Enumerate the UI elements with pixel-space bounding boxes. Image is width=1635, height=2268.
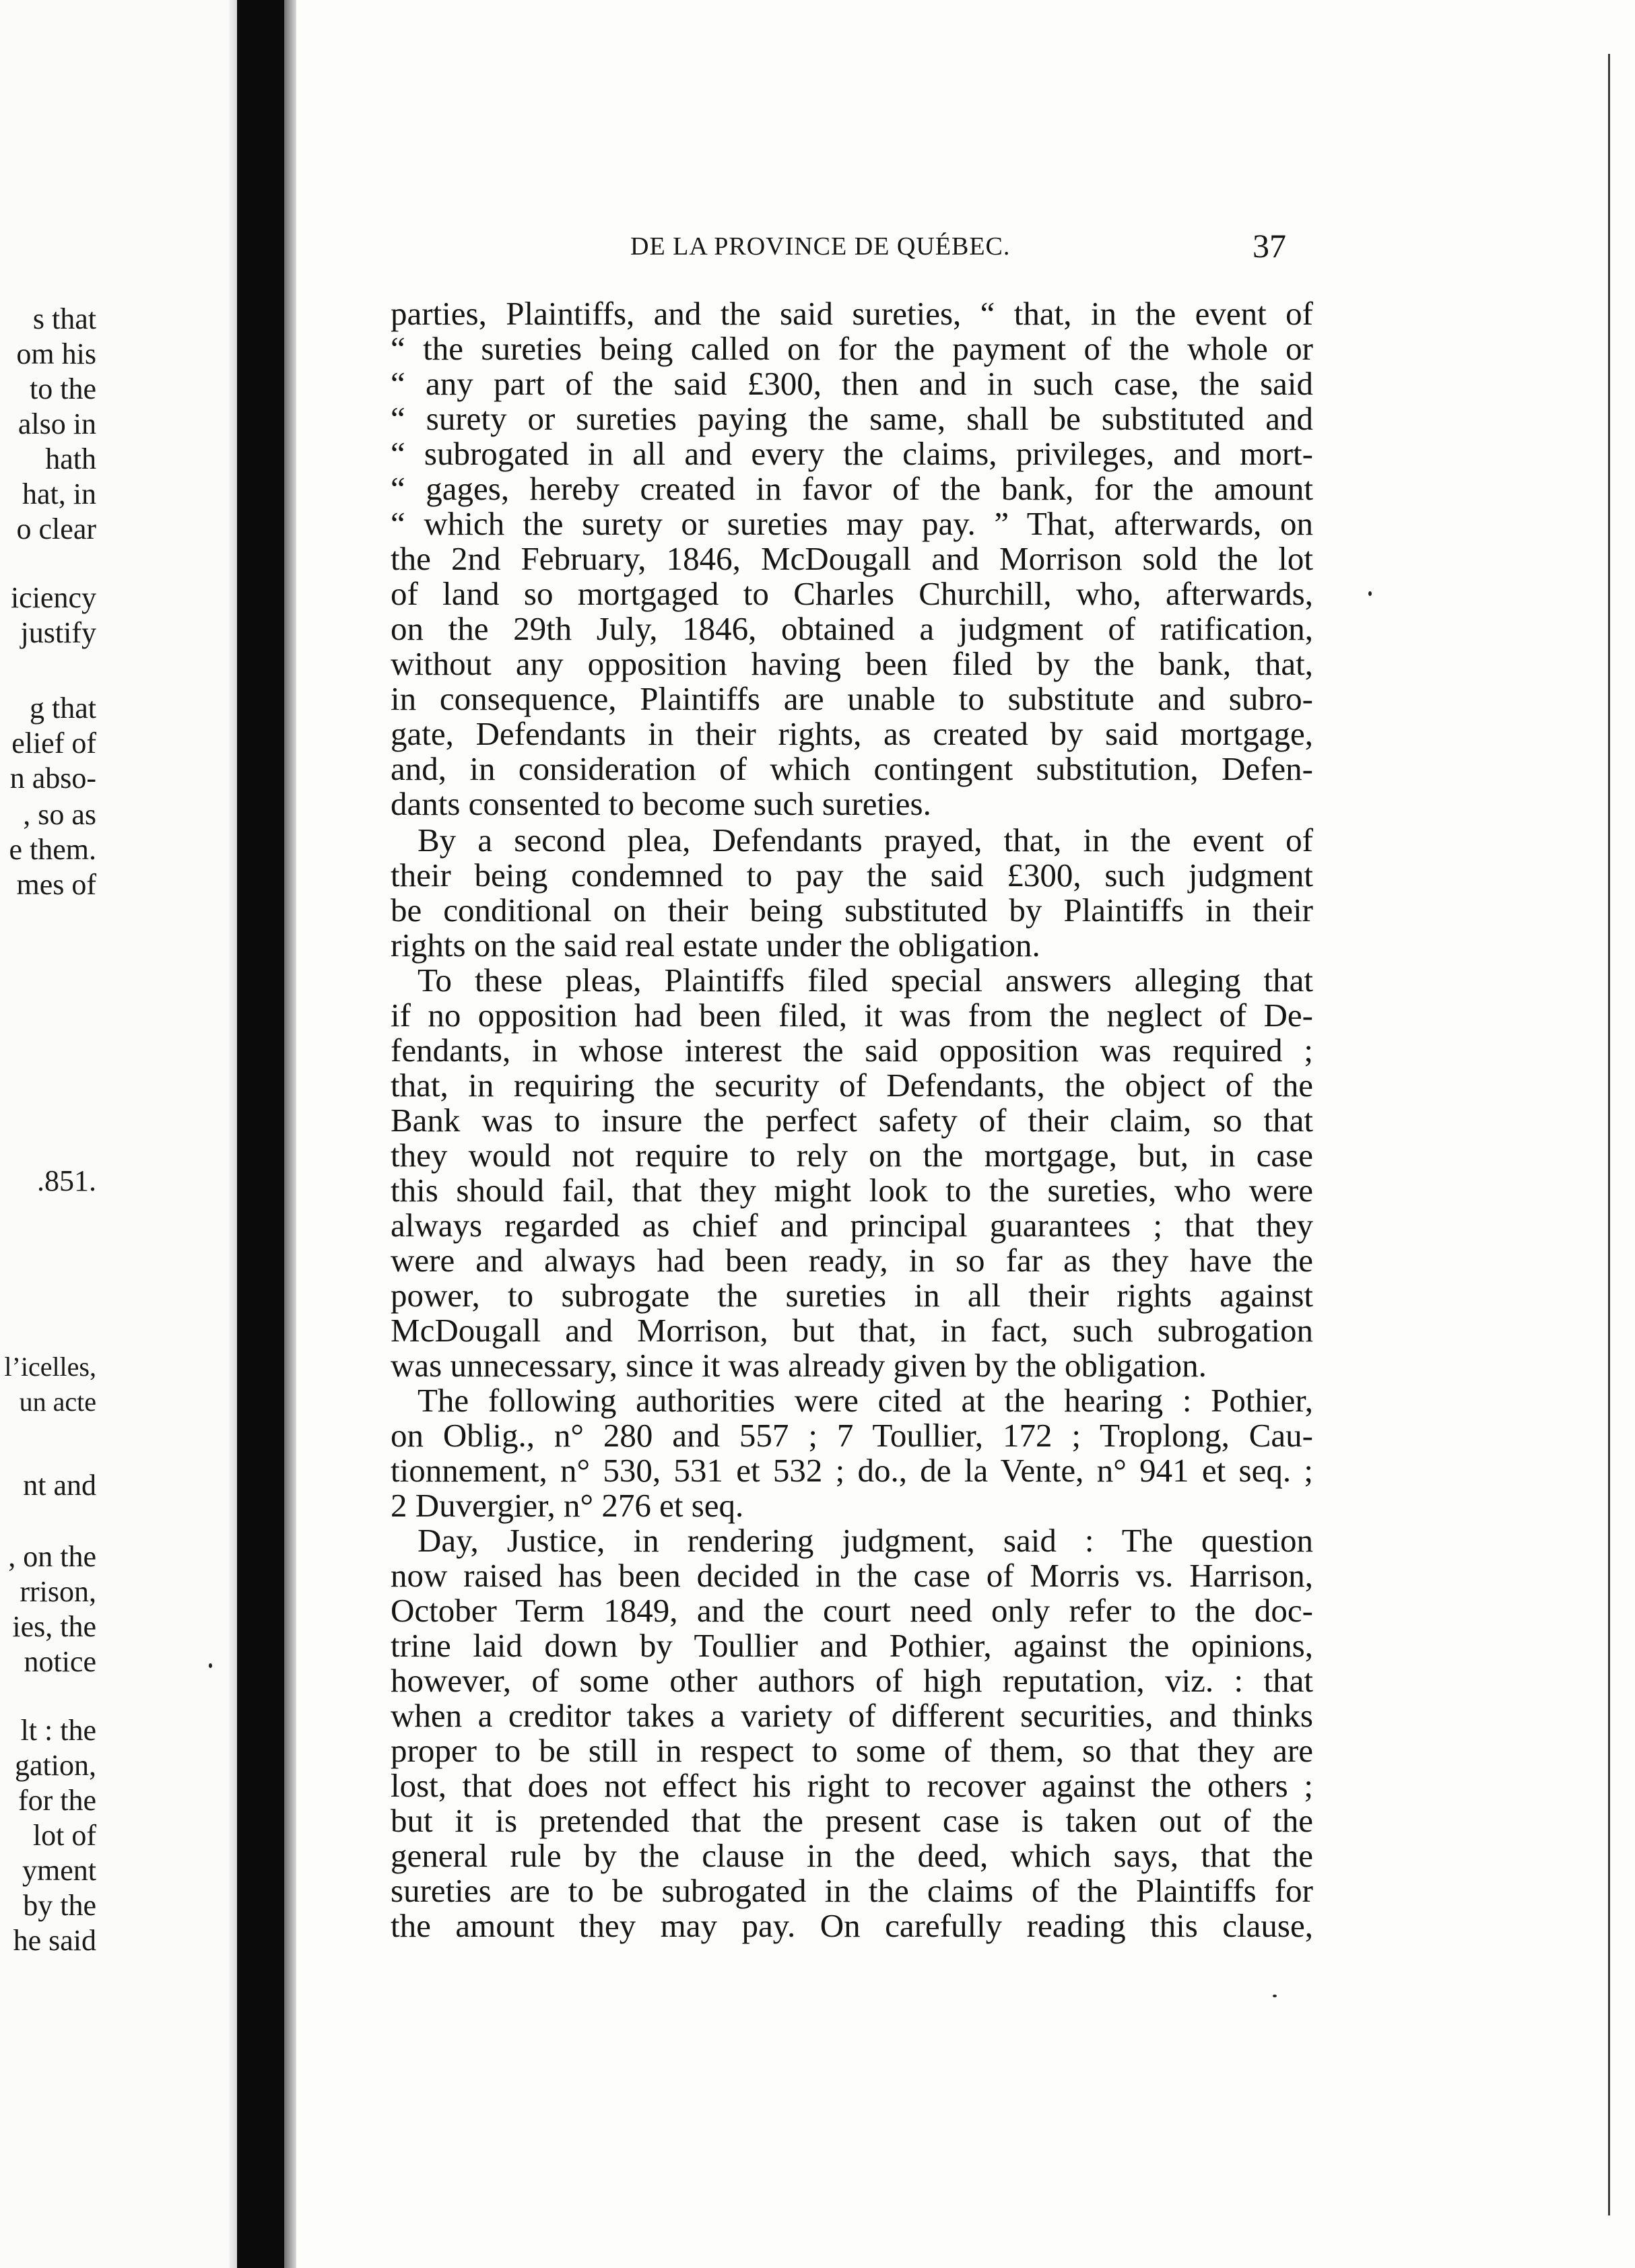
left-fragment: by the bbox=[23, 1889, 96, 1922]
left-fragment: mes of bbox=[16, 868, 96, 901]
left-fragment: to the bbox=[30, 372, 96, 405]
left-fragment: elief of bbox=[11, 727, 96, 760]
page-edge-line bbox=[1608, 54, 1610, 2215]
text-line: Day, Justice, in rendering judgment, said : The question bbox=[418, 1522, 1313, 1559]
text-line: gate, Defendants in their rights, as created by said mortgage, bbox=[391, 715, 1313, 752]
left-fragment: lt : the bbox=[20, 1714, 96, 1747]
text-line: the amount they may pay. On carefully reading this clause, bbox=[391, 1907, 1313, 1944]
text-line: dants consented to become such sureties. bbox=[391, 785, 931, 822]
text-line: on the 29th July, 1846, obtained a judgment of ratification, bbox=[391, 610, 1313, 647]
left-fragment: rrison, bbox=[20, 1575, 96, 1608]
text-line: in consequence, Plaintiffs are unable to substitute and subro- bbox=[391, 680, 1313, 717]
text-line: now raised has been decided in the case of Morris vs. Harrison, bbox=[391, 1557, 1313, 1594]
left-fragment: e them. bbox=[9, 833, 96, 866]
text-line: be conditional on their being substituted by Plaintiffs in their bbox=[391, 892, 1313, 929]
text-line: lost, that does not effect his right to recover against the others ; bbox=[391, 1767, 1313, 1804]
text-line: however, of some other authors of high reputation, viz. : that bbox=[391, 1662, 1313, 1699]
text-line: power, to subrogate the sureties in all their rights against bbox=[391, 1277, 1313, 1314]
text-line: The following authorities were cited at the hearing : Pothier, bbox=[418, 1382, 1313, 1419]
left-fragment: un acte bbox=[19, 1387, 96, 1417]
scan-speck bbox=[1273, 1995, 1277, 1997]
left-fragment: also in bbox=[18, 407, 96, 440]
text-line: the 2nd February, 1846, McDougall and Morrison sold the lot bbox=[391, 540, 1313, 577]
left-fragment: om his bbox=[16, 337, 96, 370]
left-fragment: hat, in bbox=[22, 477, 96, 510]
text-line: their being condemned to pay the said £300, such judgment bbox=[391, 857, 1313, 894]
left-fragment: o clear bbox=[16, 512, 96, 545]
text-line: always regarded as chief and principal guarantees ; that they bbox=[391, 1207, 1313, 1244]
left-fragment: , so as bbox=[23, 798, 96, 831]
text-line: proper to be still in respect to some of them, so that they are bbox=[391, 1732, 1313, 1769]
text-line: sureties are to be subrogated in the claims of the Plaintiffs for bbox=[391, 1872, 1313, 1909]
text-line: parties, Plaintiffs, and the said sureties, “ that, in the event of bbox=[391, 295, 1313, 332]
text-line: that, in requiring the security of Defendants, the object of the bbox=[391, 1067, 1313, 1104]
left-fragment: n abso- bbox=[9, 762, 96, 795]
text-line: of land so mortgaged to Charles Churchill, who, afterwards, bbox=[391, 575, 1313, 612]
text-line: To these pleas, Plaintiffs filed special answers alleging that bbox=[418, 962, 1313, 999]
text-line: fendants, in whose interest the said opposition was required ; bbox=[391, 1032, 1313, 1069]
text-line: and, in consideration of which contingent substitution, Defen- bbox=[391, 750, 1313, 787]
text-line: “ gages, hereby created in favor of the bank, for the amount bbox=[391, 470, 1313, 507]
text-line: without any opposition having been filed by the bank, that, bbox=[391, 645, 1313, 682]
left-fragment: iciency bbox=[10, 581, 96, 614]
left-fragment: l’icelles, bbox=[4, 1352, 96, 1382]
text-line: was unnecessary, since it was already given by the obligation. bbox=[391, 1347, 1207, 1384]
text-line: “ surety or sureties paying the same, shall be substituted and bbox=[391, 400, 1313, 437]
text-line: if no opposition had been filed, it was from the neglect of De- bbox=[391, 997, 1313, 1034]
text-line: By a second plea, Defendants prayed, that, in the event of bbox=[418, 822, 1313, 859]
page-number: 37 bbox=[1253, 227, 1286, 265]
left-fragment: for the bbox=[18, 1784, 96, 1817]
text-line: rights on the said real estate under the obligation. bbox=[391, 927, 1040, 964]
text-line: “ subrogated in all and every the claims, privileges, and mort- bbox=[391, 435, 1313, 472]
text-line: Bank was to insure the perfect safety of their claim, so that bbox=[391, 1102, 1313, 1139]
text-line: they would not require to rely on the mortgage, but, in case bbox=[391, 1137, 1313, 1174]
left-facing-page bbox=[0, 0, 236, 2268]
running-header-title: DE LA PROVINCE DE QUÉBEC. bbox=[630, 232, 1011, 261]
book-gutter bbox=[237, 0, 284, 2268]
text-line: this should fail, that they might look to the sureties, who were bbox=[391, 1172, 1313, 1209]
text-line: tionnement, n° 530, 531 et 532 ; do., de la Vente, n° 941 et seq. ; bbox=[391, 1452, 1313, 1489]
left-fragment: he said bbox=[13, 1924, 96, 1957]
scan-speck bbox=[1368, 591, 1372, 596]
scan-speck bbox=[209, 1663, 212, 1668]
gutter-shadow bbox=[284, 0, 296, 2268]
text-line: McDougall and Morrison, but that, in fact, such subrogation bbox=[391, 1312, 1313, 1349]
left-fragment: justify bbox=[20, 616, 96, 649]
text-line: when a creditor takes a variety of different securities, and thinks bbox=[391, 1697, 1313, 1734]
text-line: on Oblig., n° 280 and 557 ; 7 Toullier, 172 ; Troplong, Cau- bbox=[391, 1417, 1313, 1454]
left-fragment: g that bbox=[30, 692, 96, 725]
text-line: general rule by the clause in the deed, which says, that the bbox=[391, 1837, 1313, 1874]
text-line: October Term 1849, and the court need only refer to the doc- bbox=[391, 1592, 1313, 1629]
text-line: were and always had been ready, in so far as they have the bbox=[391, 1242, 1313, 1279]
left-fragment: , on the bbox=[8, 1540, 96, 1573]
text-line: 2 Duvergier, n° 276 et seq. bbox=[391, 1487, 744, 1524]
left-fragment: ies, the bbox=[12, 1610, 96, 1643]
text-line: “ the sureties being called on for the payment of the whole or bbox=[391, 330, 1313, 367]
left-fragment: hath bbox=[45, 442, 96, 475]
left-fragment: yment bbox=[22, 1854, 96, 1887]
left-fragment: gation, bbox=[15, 1749, 96, 1782]
text-line: “ which the surety or sureties may pay. ” That, afterwards, on bbox=[391, 505, 1313, 542]
left-fragment: notice bbox=[24, 1645, 96, 1678]
text-line: but it is pretended that the present case is taken out of the bbox=[391, 1802, 1313, 1839]
left-fragment: lot of bbox=[32, 1819, 96, 1852]
left-page-edge bbox=[229, 0, 237, 2268]
text-line: “ any part of the said £300, then and in such case, the said bbox=[391, 365, 1313, 402]
text-line: trine laid down by Toullier and Pothier, against the opinions, bbox=[391, 1627, 1313, 1664]
left-fragment: .851. bbox=[37, 1164, 96, 1197]
left-fragment: nt and bbox=[23, 1469, 96, 1502]
left-fragment: s that bbox=[32, 302, 96, 335]
